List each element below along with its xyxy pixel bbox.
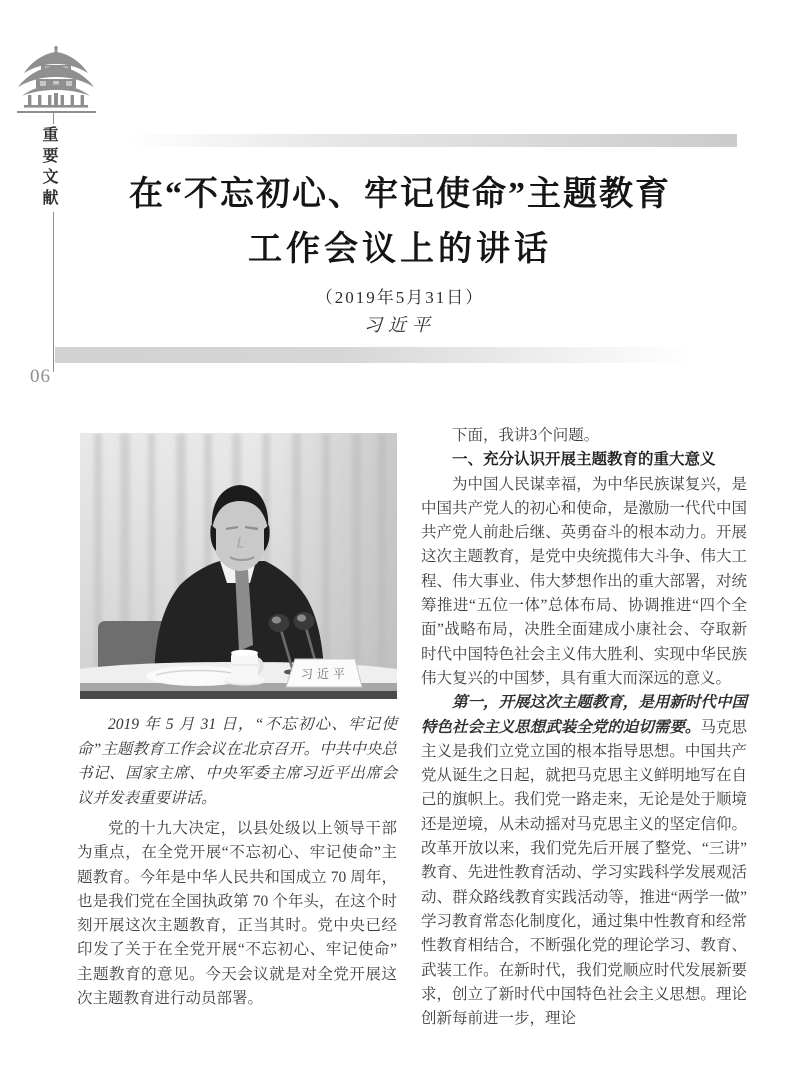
decorative-gradient-rule-top: [127, 134, 737, 147]
conference-photo: [80, 433, 397, 699]
article-date: （2019年5月31日）: [315, 288, 485, 307]
article-author: 习近平: [364, 315, 436, 335]
section-heading: 一、充分认识开展主题教育的重大意义: [452, 451, 716, 469]
body-paragraph-1: 为中国人民谋幸福，为中华民族谋复兴，是中国共产党人的初心和使命，是激励一代代中国共产党人前赴后继、英勇奋斗的根本动力。开展这次主题教育，是党中央统揽伟大斗争、伟大工程、伟大事业、伟大梦想作出的重大部署，对统筹推进“五位一体”总体布局、协调推进“四个全面”战略布局，决胜全面建成小康社会、夺取新时代中国特色社会主义伟大胜利、实现中华民族伟大复兴的中国梦，具有重大而深远的意义。: [421, 475, 747, 687]
photo-nameplate: [286, 659, 362, 687]
pagoda-icon: [16, 46, 96, 112]
paragraph2-lead-emphasis: 第一，开展这次主题教育，是用新时代中国特色社会主义思想武装全党的迫切需要。: [421, 694, 747, 736]
photo-caption-text: 2019 年 5 月 31 日，“不忘初心、牢记使命”主题教育工作会议在北京召开。中共中央总书记、国家主席、中央军委主席习近平出席会议并发表重要讲话。: [77, 716, 397, 807]
body-paragraph-2: [421, 691, 747, 1031]
page-number: 06: [30, 366, 51, 387]
left-column-paragraph: 党的十九大决定，以县处级以上领导干部为重点，在全党开展“不忘初心、牢记使命”主题教育。今年是中华人民共和国成立 70 周年，也是我们党在全国执政第 70 个年头，在这个时刻开展这次主题教育，正当其时。党中央已经印发了关于在全党开展“不忘初心、牢记使命”主题教育的意见。今天会议就是对全党开展这次主题教育进行动员部署。: [77, 820, 397, 1008]
article-title-line1: 在“不忘初心、牢记使命”主题教育: [129, 176, 671, 213]
right-column: [421, 424, 747, 1031]
article-title-line2: 工作会议上的讲话: [248, 231, 552, 268]
intro-paragraph: 下面，我讲3个问题。: [452, 427, 600, 444]
column-label: 重要文献: [36, 124, 61, 212]
left-column: [77, 817, 397, 1011]
photo-caption: [77, 713, 397, 811]
decorative-gradient-rule-bottom: [55, 347, 690, 363]
nameplate-text: 习近平: [300, 667, 350, 681]
paragraph2-body-text: 马克思主义是我们立党立国的根本指导思想。中国共产党从诞生之日起，就把马克思主义鲜明地写在自己的旗帜上。我们党一路走来，无论是处于顺境还是逆境，从未动摇对马克思主义的坚定信仰。改革开放以来，我们党先后开展了整党、“三讲”教育、先进性教育活动、学习实践科学发展观活动、群众路线教育实践活动等，推进“两学一做”学习教育常态化制度化，通过集中性教育和经常性教育相结合，不断强化党的理论学习、教育、武装工作。在新时代，我们党顺应时代发展新要求，创立了新时代中国特色社会主义思想。理论创新每前进一步，理论: [421, 718, 747, 1028]
sidebar-rule: [17, 111, 96, 113]
